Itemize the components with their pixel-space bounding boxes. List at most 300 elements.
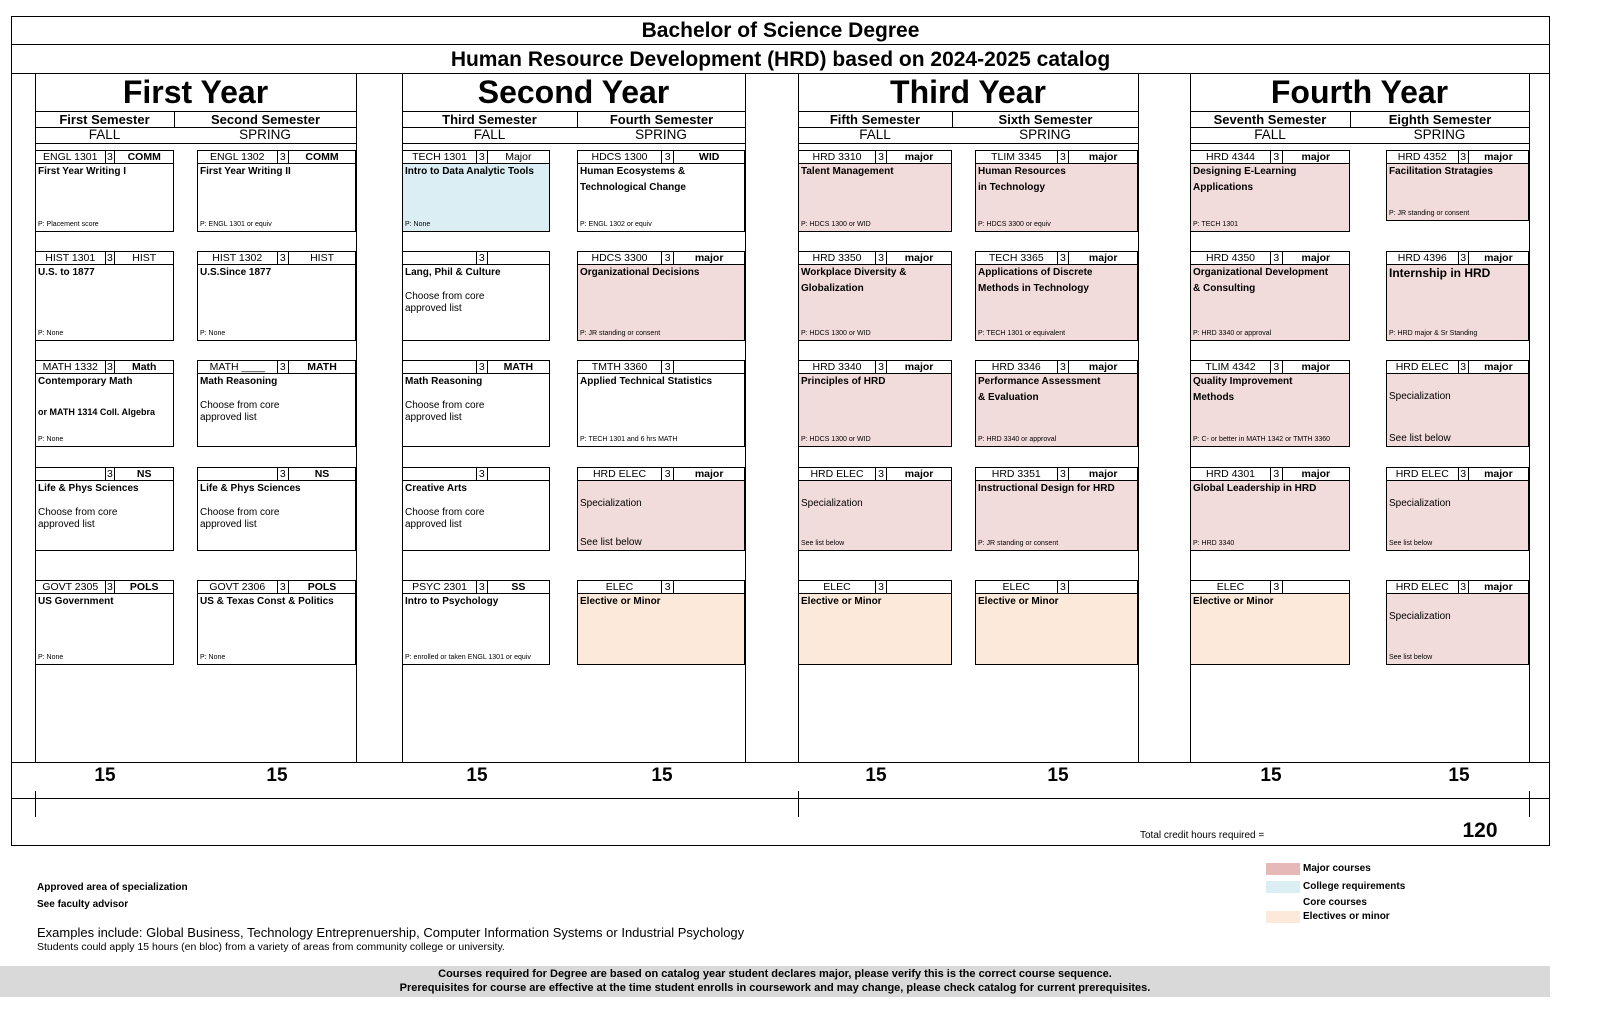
course-hours: 3	[1270, 252, 1283, 264]
course-hours: 3	[476, 151, 488, 163]
course-code: HRD ELEC	[1395, 361, 1449, 373]
course-name: Performance Assessment & Evaluation	[978, 376, 1101, 403]
page-title: Bachelor of Science Degree	[11, 16, 1550, 45]
course-header	[1387, 361, 1528, 374]
semester-season: FALL	[1190, 127, 1350, 144]
legend-swatch-electives	[1266, 911, 1300, 923]
course-hours: 3	[277, 361, 290, 373]
course-hours: 3	[661, 581, 674, 593]
course-hours: 3	[875, 361, 887, 373]
semester-credit-total: 15	[1448, 765, 1470, 786]
course-category: major	[1088, 151, 1118, 163]
course-category: major	[694, 468, 724, 480]
course-code	[36, 468, 105, 480]
year-heading: Second Year	[477, 74, 670, 110]
course-header	[403, 151, 549, 164]
course-box	[35, 580, 174, 665]
course-name: Workplace Diversity & Globalization	[801, 267, 907, 294]
course-box	[35, 467, 174, 551]
course-name: Contemporary Math	[38, 376, 133, 387]
course-header	[36, 581, 173, 594]
course-name: Elective or Minor	[801, 596, 882, 607]
course-note: Choose from core approved list	[200, 507, 280, 530]
course-code: ENGL 1302	[210, 151, 265, 163]
course-category	[1283, 581, 1349, 593]
year-border-right	[745, 74, 746, 762]
course-code: HRD 3346	[991, 361, 1041, 373]
course-code	[403, 361, 476, 373]
course-hours: 3	[1057, 581, 1070, 593]
course-header	[1387, 252, 1528, 265]
course-code: HIST 1301	[45, 252, 96, 264]
total-credits-value: 120	[1462, 819, 1498, 842]
course-box	[975, 251, 1138, 341]
course-name: Intro to Data Analytic Tools	[405, 166, 534, 177]
course-note: Specialization	[1389, 391, 1451, 402]
course-hours: 3	[1057, 468, 1070, 480]
course-category: major	[904, 468, 934, 480]
course-name: Talent Management	[801, 166, 894, 177]
course-name: U.S.Since 1877	[200, 267, 272, 278]
year-heading: First Year	[122, 74, 269, 110]
page-subtitle: Human Resource Development (HRD) based on 2024-2025 catalog	[11, 45, 1550, 74]
course-header	[976, 581, 1137, 594]
tick-mark	[35, 791, 36, 817]
course-note: Choose from core approved list	[405, 507, 485, 530]
course-category: MATH	[307, 361, 337, 373]
course-box	[798, 360, 952, 447]
course-name: Math Reasoning	[405, 376, 483, 387]
year-heading: Fourth Year	[1270, 74, 1449, 110]
course-box	[577, 467, 745, 551]
course-prerequisite: P: ENGL 1302 or equiv	[580, 221, 652, 228]
course-category	[674, 581, 744, 593]
course-code: HIST 1302	[212, 252, 263, 264]
course-box	[197, 150, 356, 232]
legend-swatch-college	[1266, 881, 1300, 893]
semester-season: SPRING	[1350, 127, 1529, 144]
course-code: HRD ELEC	[592, 468, 647, 480]
course-hours: 3	[105, 151, 116, 163]
course-prerequisite: P: TECH 1301	[1193, 221, 1239, 228]
course-hours: 3	[105, 252, 116, 264]
course-category: NS	[314, 468, 330, 480]
course-name: Elective or Minor	[580, 596, 661, 607]
course-hours: 3	[105, 581, 116, 593]
course-prerequisite: P: TECH 1301 and 6 hrs MATH	[580, 436, 678, 443]
course-prerequisite: P: None	[38, 654, 64, 661]
course-header	[799, 361, 951, 374]
course-header	[1191, 252, 1349, 265]
course-hours: 3	[1057, 361, 1070, 373]
course-hours: 3	[661, 252, 674, 264]
course-hours: 3	[1458, 252, 1469, 264]
course-prerequisite: P: HRD major & Sr Standing	[1389, 330, 1478, 337]
course-name: First Year Writing I	[38, 166, 126, 177]
course-category	[887, 581, 951, 593]
course-note: Choose from core approved list	[38, 507, 118, 530]
course-prerequisite: P: HRD 3340 or approval	[978, 436, 1057, 443]
legend-label-electives: Electives or minor	[1303, 911, 1390, 922]
course-prerequisite: P: Placement score	[38, 221, 99, 228]
course-hours: 3	[476, 468, 488, 480]
course-box	[577, 150, 745, 232]
course-code: ELEC	[1002, 581, 1030, 593]
course-header	[198, 581, 355, 594]
course-note: Choose from core approved list	[405, 400, 485, 423]
course-name: First Year Writing II	[200, 166, 291, 177]
course-header	[578, 581, 744, 594]
course-header	[36, 468, 173, 481]
course-category: major	[1484, 581, 1513, 593]
course-category: major	[1484, 252, 1513, 264]
course-box	[197, 467, 356, 551]
course-header	[578, 151, 744, 164]
course-hours: 3	[476, 361, 488, 373]
course-name: Lang, Phil & Culture	[405, 267, 501, 278]
course-code: TECH 1301	[412, 151, 467, 163]
course-box	[1190, 150, 1350, 232]
course-code: HRD 3351	[991, 468, 1041, 480]
course-code: ELEC	[823, 581, 851, 593]
course-prerequisite: P: None	[405, 221, 431, 228]
course-code	[198, 468, 277, 480]
course-hours: 3	[661, 361, 674, 373]
course-prerequisite: P: JR standing or consent	[978, 540, 1059, 547]
course-category: major	[1301, 468, 1331, 480]
course-category: major	[1088, 468, 1118, 480]
course-box	[577, 580, 745, 665]
course-box	[1386, 150, 1529, 221]
course-name: Elective or Minor	[1193, 596, 1274, 607]
course-code	[403, 468, 476, 480]
course-box	[798, 251, 952, 341]
course-box	[402, 467, 550, 551]
semester-name: Third Semester	[402, 111, 577, 128]
tick-mark	[1529, 791, 1530, 817]
course-header	[1387, 581, 1528, 594]
course-category: major	[1484, 151, 1513, 163]
course-code: HRD ELEC	[1395, 468, 1449, 480]
course-box	[975, 467, 1138, 551]
course-header	[403, 581, 549, 594]
course-header	[36, 361, 173, 374]
course-code: TMTH 3360	[591, 361, 648, 373]
course-prerequisite: P: None	[200, 654, 226, 661]
course-hours: 3	[277, 581, 290, 593]
course-box	[35, 150, 174, 232]
course-prerequisite: P: JR standing or consent	[1389, 210, 1470, 217]
year-border-right	[1138, 74, 1139, 762]
course-code: TECH 3365	[988, 252, 1044, 264]
course-header	[1191, 361, 1349, 374]
semester-season: FALL	[402, 127, 577, 144]
course-category: major	[1484, 468, 1513, 480]
course-box	[1386, 467, 1529, 551]
course-category: POLS	[129, 581, 159, 593]
course-prerequisite: P: HDCS 3300 or equiv	[978, 221, 1051, 228]
course-header	[1387, 151, 1528, 164]
course-category: major	[694, 252, 724, 264]
course-category: COMM	[305, 151, 339, 163]
course-note: Specialization	[1389, 611, 1451, 622]
course-prerequisite: P: HDCS 1300 or WID	[801, 436, 871, 443]
course-note: Specialization	[801, 498, 863, 509]
course-name: Life & Phys Sciences	[38, 483, 139, 494]
course-category: major	[904, 151, 934, 163]
course-hours: 3	[875, 581, 887, 593]
course-header	[578, 468, 744, 481]
course-code	[403, 252, 476, 264]
course-header	[1387, 468, 1528, 481]
course-box	[1190, 580, 1350, 665]
course-prerequisite: P: HDCS 1300 or WID	[801, 221, 871, 228]
course-hours: 3	[277, 468, 290, 480]
course-category: NS	[136, 468, 152, 480]
semester-season: FALL	[798, 127, 952, 144]
course-prerequisite: P: C- or better in MATH 1342 or TMTH 3360	[1193, 436, 1331, 443]
course-hours: 3	[277, 151, 290, 163]
course-hours: 3	[105, 468, 116, 480]
course-box	[798, 580, 952, 665]
course-code: HRD 4396	[1397, 252, 1447, 264]
course-hours: 3	[875, 468, 887, 480]
course-name: Life & Phys Sciences	[200, 483, 301, 494]
course-code: TLIM 4342	[1205, 361, 1256, 373]
course-code: GOVT 2305	[42, 581, 99, 593]
course-category	[488, 468, 549, 480]
footer-disclaimer	[0, 966, 1550, 997]
course-box	[1190, 251, 1350, 341]
course-prerequisite: P: HRD 3340	[1193, 540, 1235, 547]
course-name: Designing E-Learning Applications	[1193, 166, 1297, 193]
course-name: Human Ecosystems & Technological Change	[580, 166, 686, 193]
tick-mark	[798, 791, 799, 817]
course-box	[402, 150, 550, 232]
semester-credit-total: 15	[1047, 765, 1069, 786]
course-category: major	[1484, 361, 1513, 373]
course-bottom-note: See list below	[1389, 433, 1451, 444]
course-code: ELEC	[1216, 581, 1245, 593]
course-category: Math	[131, 361, 157, 373]
course-header	[799, 581, 951, 594]
course-header	[976, 468, 1137, 481]
course-code: TLIM 3345	[991, 151, 1042, 163]
course-header	[36, 252, 173, 265]
course-hours: 3	[1270, 151, 1283, 163]
course-header	[403, 361, 549, 374]
course-name: US Government	[38, 596, 114, 607]
course-box	[35, 360, 174, 447]
semester-credit-total: 15	[266, 765, 288, 786]
year-heading: Third Year	[890, 74, 1046, 110]
semester-name: Eighth Semester	[1350, 111, 1529, 128]
course-prerequisite: P: enrolled or taken ENGL 1301 or equiv	[405, 654, 531, 661]
course-prerequisite: See list below	[801, 540, 845, 547]
course-box	[35, 251, 174, 341]
course-category: COMM	[127, 151, 161, 163]
course-prerequisite: P: None	[38, 330, 64, 337]
course-header	[403, 252, 549, 265]
year-border-right	[1529, 74, 1530, 762]
course-code: MATH 1332	[42, 361, 98, 373]
course-name: U.S. to 1877	[38, 267, 95, 278]
course-name: Internship in HRD	[1389, 266, 1491, 280]
course-hours: 3	[476, 581, 488, 593]
course-code: MATH ____	[209, 361, 265, 373]
course-header	[799, 468, 951, 481]
course-prerequisite: P: None	[200, 330, 226, 337]
course-box	[402, 360, 550, 447]
course-header	[198, 361, 355, 374]
course-code: ENGL 1301	[43, 151, 98, 163]
year-border-right	[356, 74, 357, 762]
footer-line-1: Courses required for Degree are based on catalog year student declares major, please verify this is the correct course sequence.	[438, 968, 1112, 980]
course-box	[402, 251, 550, 341]
course-box	[1386, 580, 1529, 665]
course-hours: 3	[1270, 581, 1283, 593]
course-category: major	[1088, 361, 1118, 373]
course-hours: 3	[1458, 361, 1469, 373]
semester-credit-total: 15	[94, 765, 116, 786]
course-prerequisite: P: HDCS 1300 or WID	[801, 330, 871, 337]
course-category: HIST	[310, 252, 334, 264]
en-bloc-note: Students could apply 15 hours (en bloc) from a variety of areas from community college or university.	[37, 941, 505, 953]
course-note: Choose from core approved list	[405, 291, 485, 314]
course-box	[798, 467, 952, 551]
semester-name: Sixth Semester	[952, 111, 1138, 128]
course-category	[674, 361, 744, 373]
course-category	[488, 252, 549, 264]
course-prerequisite: P: None	[38, 436, 64, 443]
semester-season: SPRING	[577, 127, 745, 144]
course-bottom-note: See list below	[580, 537, 642, 548]
course-box	[197, 251, 356, 341]
course-box	[1190, 467, 1350, 551]
course-name: Facilitation Stratagies	[1389, 166, 1493, 177]
course-code: HRD 3350	[812, 252, 862, 264]
course-note: Specialization	[1389, 498, 1451, 509]
course-header	[403, 468, 549, 481]
course-prerequisite: P: HRD 3340 or approval	[1193, 330, 1272, 337]
semester-season: FALL	[35, 127, 174, 144]
course-header	[198, 252, 355, 265]
course-prerequisite: See list below	[1389, 654, 1433, 661]
course-hours: 3	[1057, 252, 1070, 264]
course-hours: 3	[1270, 361, 1283, 373]
course-name: Applications of Discrete Methods in Technology	[978, 267, 1093, 294]
course-header	[976, 252, 1137, 265]
course-code: HRD 3310	[812, 151, 862, 163]
course-hours: 3	[1270, 468, 1283, 480]
course-header	[1191, 581, 1349, 594]
course-hours: 3	[476, 252, 488, 264]
course-header	[1191, 151, 1349, 164]
course-box	[975, 360, 1138, 447]
course-prerequisite: P: JR standing or consent	[580, 330, 661, 337]
course-hours: 3	[661, 468, 674, 480]
semester-season: SPRING	[174, 127, 356, 144]
course-name: Elective or Minor	[978, 596, 1059, 607]
course-name: Intro to Psychology	[405, 596, 499, 607]
course-category: POLS	[307, 581, 337, 593]
course-box	[577, 251, 745, 341]
course-hours: 3	[105, 361, 116, 373]
legend-swatch-major	[1266, 863, 1300, 875]
semester-credit-total: 15	[651, 765, 673, 786]
course-note: or MATH 1314 Coll. Algebra	[38, 407, 156, 417]
course-note: Choose from core approved list	[200, 400, 280, 423]
semester-name: Fourth Semester	[577, 111, 745, 128]
course-hours: 3	[1458, 151, 1469, 163]
course-header	[976, 151, 1137, 164]
course-header	[578, 252, 744, 265]
semester-name: First Semester	[35, 111, 174, 128]
semester-credit-total: 15	[466, 765, 488, 786]
course-box	[577, 360, 745, 447]
legend-swatch-core	[1266, 897, 1300, 909]
legend-label-college: College requirements	[1303, 881, 1406, 892]
credits-bottom-line	[11, 798, 1550, 799]
footer-line-2: Prerequisites for course are effective at the time student enrolls in coursework and may change, please check catalog for current prerequisites.	[399, 982, 1151, 994]
semester-name: Seventh Semester	[1190, 111, 1350, 128]
semester-name: Second Semester	[174, 111, 356, 128]
course-header	[198, 151, 355, 164]
course-category: major	[904, 252, 934, 264]
course-name: Global Leadership in HRD	[1193, 483, 1317, 494]
course-code: HRD ELEC	[1395, 581, 1449, 593]
course-box	[975, 580, 1138, 665]
course-category: HIST	[132, 252, 157, 264]
course-name: Creative Arts	[405, 483, 467, 494]
course-box	[197, 580, 356, 665]
course-box	[1386, 360, 1529, 447]
course-name: Quality Improvement Methods	[1193, 376, 1293, 403]
specialization-note: Approved area of specialization	[37, 882, 188, 893]
course-header	[36, 151, 173, 164]
course-category: major	[1301, 252, 1331, 264]
course-category: major	[904, 361, 934, 373]
course-code: HRD 4350	[1205, 252, 1256, 264]
semester-name: Fifth Semester	[798, 111, 952, 128]
course-hours: 3	[1057, 151, 1070, 163]
course-hours: 3	[1458, 468, 1469, 480]
course-category: WID	[698, 151, 720, 163]
credits-top-line	[11, 762, 1550, 763]
course-header	[578, 361, 744, 374]
course-category: SS	[511, 581, 526, 593]
course-box	[975, 150, 1138, 232]
advisor-note: See faculty advisor	[37, 899, 129, 910]
course-code: HRD 4352	[1397, 151, 1447, 163]
course-category: Major	[505, 151, 532, 163]
course-name: Principles of HRD	[801, 376, 886, 387]
course-category: MATH	[503, 361, 534, 373]
course-code: HRD 4301	[1205, 468, 1256, 480]
course-prerequisite: See list below	[1389, 540, 1433, 547]
course-hours: 3	[875, 252, 887, 264]
course-hours: 3	[661, 151, 674, 163]
course-code: HRD 4344	[1205, 151, 1256, 163]
legend-label-major: Major courses	[1303, 863, 1371, 874]
course-box	[798, 150, 952, 232]
course-code: PSYC 2301	[412, 581, 467, 593]
course-code: HDCS 1300	[591, 151, 648, 163]
course-hours: 3	[1458, 581, 1469, 593]
total-credits-label: Total credit hours required =	[1140, 830, 1265, 841]
semester-credit-total: 15	[865, 765, 887, 786]
course-prerequisite: P: TECH 1301 or equivalent	[978, 330, 1066, 337]
